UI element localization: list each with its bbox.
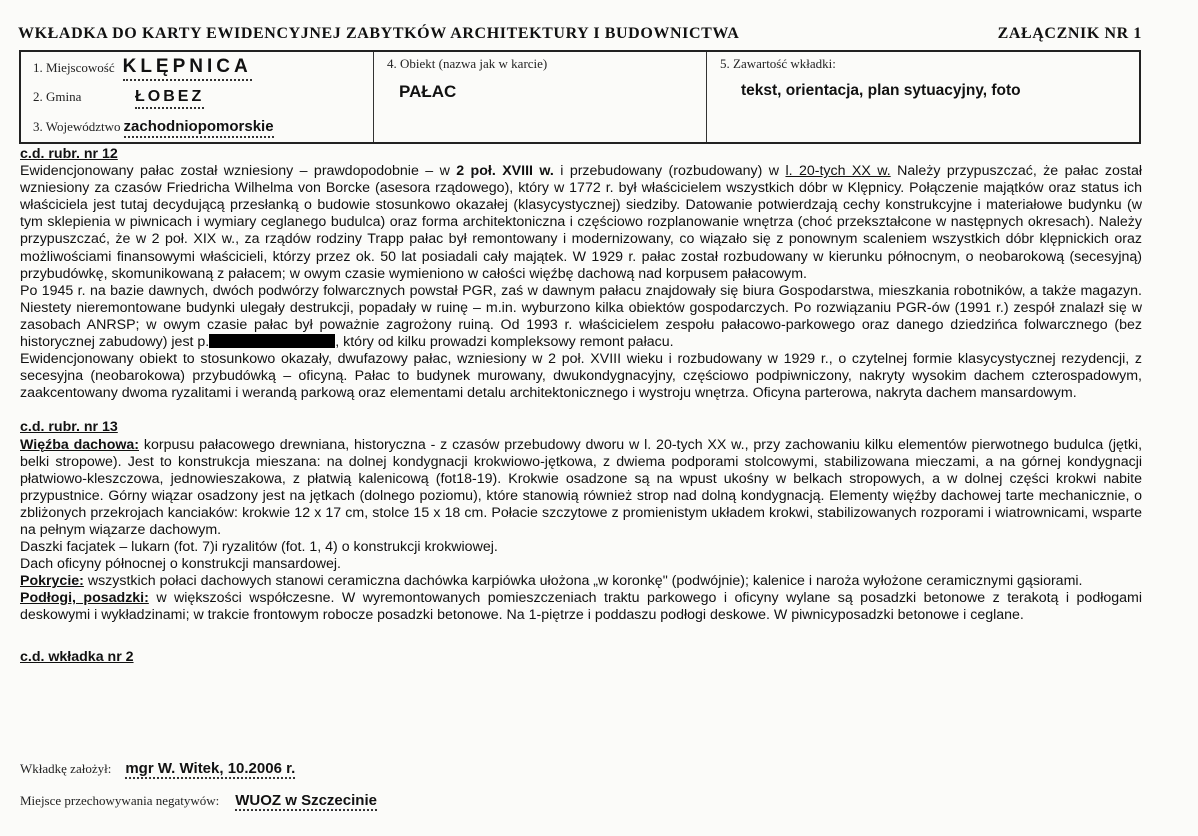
rubr12-paragraph-2 [20,283,1142,351]
annex-number: ZAŁĄCZNIK NR 1 [997,25,1142,42]
text-span: Należy przypuszczać, że pałac został wzniesiony za czasów Friedricha Wilhelma von Borcke (asesora rządowego), który w 1772 r. był właścicielem wszystkich dóbr w Klępnicy. Połączenie majątków oraz status ich właściciela jest tutaj decydującą przesłanką o budowie stosunkowo okazałej (klasycystycznej) siedziby. Datowanie potwierdzają cechy konstrukcyjne i materiałowe budynku (w tym sklepienia w piwnicach i wymiary ceglanego budulca) oraz forma architektoniczna i częściowo rozplanowanie wnętrza (choć przekształcone w następnych okresach). Należy przypuszczać, że w 2 poł. XIX w., za rządów rodziny Trapp pałac był remontowany i modernizowany, co wiązało się z ponownym scaleniem wszystkich dóbr klępnickich oraz możliwościami finansowymi właścicieli, którzy przez ok. 50 lat posiadali cały majątek. W 1929 r. pałac został rozbudowany w kierunku północnym, o neobarokową (secesyjną) przybudówkę, skomunikowaną z pałacem; w owym czasie wymieniono w całości więźbę dachową nad korpusem pałacowym. [20,163,1142,282]
wkladka2-heading: c.d. wkładka nr 2 [20,648,134,665]
zawartosc-label: 5. Zawartość wkładki: [720,56,836,71]
podlogi-label: Podłogi, posadzki: [20,590,149,607]
wojewodztwo-value: zachodniopomorskie [124,118,274,138]
text-span: Po 1945 r. na bazie dawnych, dwóch podwórzy folwarcznych powstał PGR, zaś w dawnym pałacu znajdowały się biura Gospodarstwa, mieszkania robotników, a także magazyn. Niestety nieremontowane budynki ulegały destrukcji, popadały w ruinę – m.in. wyburzono kilka obiektów gospodarczych. Po rozwiązaniu PGR-ów (1991 r.) zespół znalazł się w zasobach ANRSP; w owym czasie pałac był poważnie zagrożony ruiną. Od 1993 r. właścicielem zespołu pałacowo-parkowego oraz danego dziedzińca folwarcznego (bez historycznej zabudowy) jest p. [20,282,1142,351]
negatywy-label: Miejsce przechowywania negatywów: [20,793,220,808]
date-bold: 2 poł. XVIII w. [456,163,554,180]
content-column [707,52,1139,142]
oficyna-line: Dach oficyny północnej o konstrukcji mansardowej. [20,556,341,573]
text-span: , który od kilku prowadzi kompleksowy remont pałacu. [335,334,674,351]
zalozyl-label: Wkładkę założył: [20,761,112,776]
author-row [20,760,295,779]
wojewodztwo-label: 3. Województwo [33,119,121,134]
info-box [19,50,1141,144]
rubr12-paragraph-3: Ewidencjonowany obiekt to stosunkowo okazały, dwufazowy pałac, wzniesiony w 2 poł. XVIII wieku i rozbudowany w 1929 r., o czytelnej formie klasycystycznej rezydencji, z secesyjna (neobarokowa) przybudówką – oficyną. Pałac to budynek murowany, dwukondygnacyjny, częściowo podpiwniczony, nakryty wysokim dachem czterospadowym, zaakcentowany dwoma ryzalitami i werandą parkową oraz elementami detalu architektonicznego i wystroju wnętrza. Oficyna parterowa, nakryta dachem mansardowym. [20,351,1142,402]
pokrycie-label: Pokrycie: [20,573,84,590]
redaction-bar [209,334,335,348]
podlogi-paragraph [20,590,1142,624]
zalozyl-value: mgr W. Witek, 10.2006 r. [125,760,296,777]
pokrycie-paragraph [20,573,1142,590]
negatives-row [20,792,377,811]
negatywy-value: WUOZ w Szczecinie [235,792,377,809]
miejscowosc-label: 1. Miejscowość [33,60,115,75]
rubr12-heading: c.d. rubr. nr 12 [20,146,118,162]
object-column [374,52,707,142]
document-body [20,146,1142,816]
rubr13-heading: c.d. rubr. nr 13 [20,419,118,436]
text-span: i przebudowany (rozbudowany) w [553,163,786,180]
date-underlined: l. 20-tych XX w. [785,163,891,180]
miejscowosc-row [33,56,252,81]
rubr12-paragraph-1 [20,163,1142,283]
text-span: wszystkich połaci dachowych stanowi ceramiczna dachówka karpiówka ułożona „w koronkę" (podwójnie); kalenice i naroża wyłożone ceramicznymi gąsiorami. [83,573,1083,590]
text-span: korpusu pałacowego drewniana, historyczna - z czasów przebudowy dworu w l. 20-tych XX w., przy zachowaniu kilku elementów pierwotnego budulca (jętki, belki stropowe). Jest to konstrukcja mieszana: na dolnej kondygnacji krokwiowo-jętkowa, z dwiema podporami stolcowymi, stabilizowana mieczami, a na górnej kondygnacji płatwiowo-kleszczowa, jednowieszakowa, z płatwią kalenicową (fot18-19). Krokwie osadzone są na wpust ukośny w belkach stropowych, a w dolnej części krokwi nabite przypustnice. Górny wiązar osadzony jest na jętkach (dolnego poziomu), które stanowią również strop nad dolną kondygnacją. Elementy więźby dachowej tarte mechanicznie, o zbliżonych przekrojach kanciaków: krokwie 12 x 17 cm, stolce 15 x 18 cm. Połacie szczytowe z promienistym układem krokwi, stabilizowanych rozporami i wiatrownicami, wsparte na pełnym wiązarze dachowym. [20,436,1143,538]
document-title: WKŁADKA DO KARTY EWIDENCYJNEJ ZABYTKÓW ARCHITEKTURY I BUDOWNICTWA [18,25,740,42]
gmina-row [33,88,204,109]
document-header [18,18,1142,50]
text-span: w większości współczesne. W wyremontowanych pomieszczeniach traktu parkowego i oficyny wylane są posadzki betonowe z terakotą i podłogami deskowymi i wykładzinami; w trakcie frontowym robocze posadzki betonowe. Na 1-piętrze i poddaszu podłogi deskowe. W piwnicyposadzki betonowe i ceglane. [20,590,1142,624]
zawartosc-value: tekst, orientacja, plan sytuacyjny, foto [741,82,1021,99]
wiezba-paragraph [20,437,1142,540]
daszki-line: Daszki facjatek – lukarn (fot. 7)i ryzalitów (fot. 1, 4) o konstrukcji krokwiowej. [20,539,498,556]
text-span: Ewidencjonowany pałac został wzniesiony – prawdopodobnie – w [20,163,457,180]
obiekt-value: PAŁAC [399,82,457,101]
miejscowosc-value: KLĘPNICA [123,56,252,81]
obiekt-label: 4. Obiekt (nazwa jak w karcie) [387,56,548,71]
wiezba-label: Więźba dachowa: [20,436,140,453]
gmina-label: 2. Gmina [33,89,82,104]
gmina-value: ŁOBEZ [135,88,204,109]
location-column [21,52,374,142]
wojewodztwo-row [33,118,274,138]
